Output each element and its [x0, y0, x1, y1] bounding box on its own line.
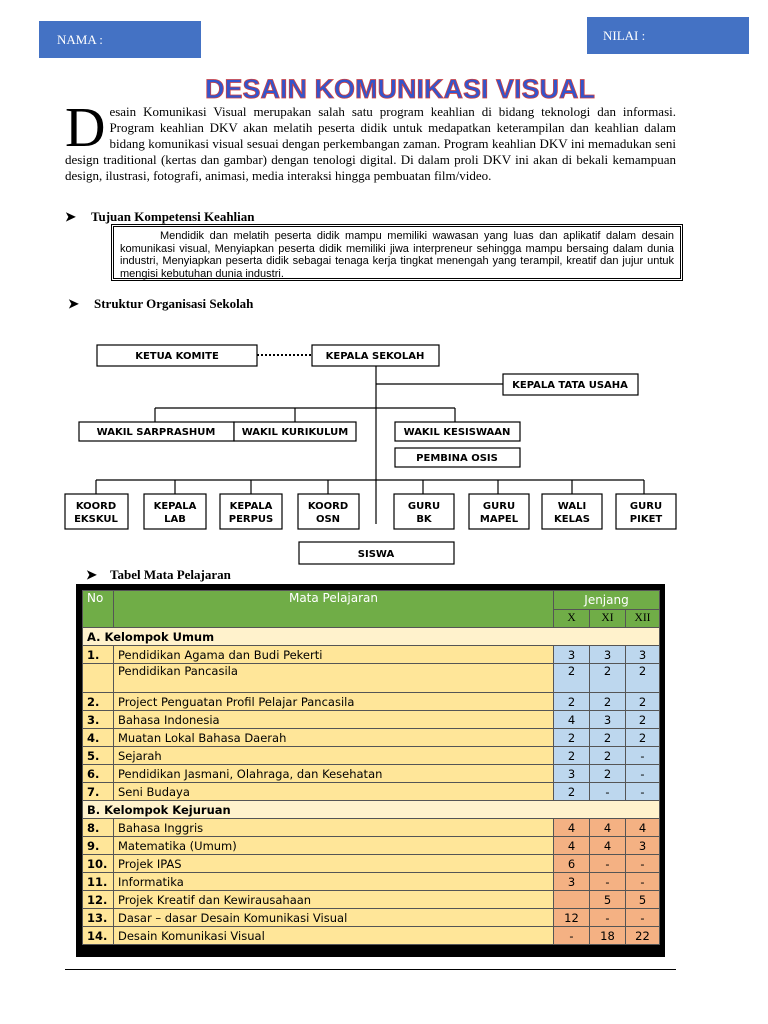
row-no: 13.	[83, 909, 114, 927]
col-xii: XII	[626, 609, 660, 628]
col-xi: XI	[590, 609, 626, 628]
org-guru-piket-1: GURU	[629, 501, 663, 512]
row-subject: Informatika	[114, 873, 554, 891]
arrow-bullet-icon: ➤	[86, 567, 97, 582]
row-xi: 2	[590, 729, 626, 747]
org-wakil-sarprashum: WAKIL SARPRASHUM	[96, 427, 216, 438]
nilai-field[interactable]	[587, 17, 749, 54]
row-no: 1.	[83, 646, 114, 664]
tabel-heading	[86, 567, 231, 583]
org-kepala-lab-2: LAB	[164, 514, 186, 525]
row-x: 4	[554, 837, 590, 855]
subject-table-frame	[76, 584, 665, 957]
org-chart	[60, 336, 680, 568]
row-subject: Project Penguatan Profil Pelajar Pancasila	[114, 693, 554, 711]
row-xi: 4	[590, 837, 626, 855]
row-subject: Projek IPAS	[114, 855, 554, 873]
row-xi: 3	[590, 646, 626, 664]
col-mapel: Mata Pelajaran	[114, 591, 554, 628]
row-xii: 3	[626, 837, 660, 855]
intro-text: esain Komunikasi Visual merupakan salah satu program keahlian di bidang teknologi dan informasi. Program keahlian DKV akan melatih peserta didik untuk medapatkan keterampilan dan keahlian dalam bidang komunikasi visual sesuai dengan perkembangan zaman. Program keahlian DKV ini memadukan seni design traditional (kertas dan gambar) dengan tenologi digital. Di dalam proli DKV ini akan di bekali kemampuan design, ilustrasi, fotografi, animasi, media interaksi hingga pembuatan film/video.	[65, 104, 676, 183]
row-xii: 3	[626, 646, 660, 664]
row-no: 8.	[83, 819, 114, 837]
row-no: 12.	[83, 891, 114, 909]
row-xii: -	[626, 873, 660, 891]
row-subject: Dasar – dasar Desain Komunikasi Visual	[114, 909, 554, 927]
intro-paragraph	[65, 97, 676, 184]
table-row	[83, 747, 660, 765]
row-subject: Sejarah	[114, 747, 554, 765]
table-row	[83, 693, 660, 711]
table-row	[83, 729, 660, 747]
row-subject: Bahasa Indonesia	[114, 711, 554, 729]
row-xii: -	[626, 765, 660, 783]
org-guru-piket-2: PIKET	[629, 514, 663, 525]
org-pembina-osis: PEMBINA OSIS	[416, 453, 498, 464]
org-siswa: SISWA	[357, 549, 395, 560]
row-x: -	[554, 927, 590, 945]
row-xi: -	[590, 783, 626, 801]
org-guru-bk-1: GURU	[407, 501, 441, 512]
tabel-heading-text: Tabel Mata Pelajaran	[110, 567, 231, 582]
row-subject: Pendidikan Agama dan Budi Pekerti	[114, 646, 554, 664]
row-xi: 18	[590, 927, 626, 945]
table-row	[83, 891, 660, 909]
row-no: 14.	[83, 927, 114, 945]
struktur-heading	[68, 296, 253, 312]
table-row	[83, 855, 660, 873]
row-xi: 2	[590, 747, 626, 765]
row-no: 7.	[83, 783, 114, 801]
row-xi: -	[590, 873, 626, 891]
row-xii: -	[626, 855, 660, 873]
tujuan-heading	[65, 209, 255, 225]
tujuan-box	[111, 224, 683, 281]
table-row	[83, 819, 660, 837]
row-subject: Pendidikan Pancasila	[114, 664, 554, 693]
table-row	[83, 711, 660, 729]
table-row	[83, 664, 660, 693]
row-xi: -	[590, 909, 626, 927]
row-no: 3.	[83, 711, 114, 729]
nilai-label: NILAI :	[603, 28, 646, 43]
org-kepala-perpus-2: PERPUS	[228, 514, 274, 525]
row-x: 12	[554, 909, 590, 927]
row-no: 5.	[83, 747, 114, 765]
row-xi: 2	[590, 765, 626, 783]
row-no: 2.	[83, 693, 114, 711]
row-x: 2	[554, 747, 590, 765]
struktur-heading-text: Struktur Organisasi Sekolah	[94, 296, 254, 311]
row-no: 10.	[83, 855, 114, 873]
group-b-label: B. Kelompok Kejuruan	[83, 801, 660, 819]
tujuan-text: Mendidik dan melatih peserta didik mampu memiliki wawasan yang luas dan aplikatif dalam desain komunikasi visual, Menyiapkan peserta didik memiliki jiwa interpreneur sehingga mampu bersaing dalam dunia industri, Menyiapkan peserta didik sebagai tenaga kerja tingkat menengah yang terampil, kreatif dan jujur untuk mengisi kebutuhan dunia industri.	[120, 230, 674, 280]
org-koord-ekskul-2: EKSKUL	[74, 514, 118, 525]
org-koord-osn-1: KOORD	[307, 501, 349, 512]
table-row	[83, 909, 660, 927]
row-subject: Projek Kreatif dan Kewirausahaan	[114, 891, 554, 909]
row-no: 6.	[83, 765, 114, 783]
org-koord-ekskul-1: KOORD	[75, 501, 117, 512]
row-no: 4.	[83, 729, 114, 747]
row-xii: 2	[626, 693, 660, 711]
org-kepala-tata-usaha: KEPALA TATA USAHA	[512, 380, 628, 391]
page-title	[204, 64, 596, 108]
row-xi: 2	[590, 693, 626, 711]
row-x	[554, 891, 590, 909]
row-x: 3	[554, 646, 590, 664]
row-xii: -	[626, 783, 660, 801]
table-row	[83, 765, 660, 783]
org-guru-mapel-1: GURU	[482, 501, 516, 512]
tujuan-heading-text: Tujuan Kompetensi Keahlian	[91, 209, 255, 224]
row-no: 9.	[83, 837, 114, 855]
org-wali-kelas-2: KELAS	[554, 514, 590, 525]
row-subject: Pendidikan Jasmani, Olahraga, dan Kesehatan	[114, 765, 554, 783]
row-x: 2	[554, 783, 590, 801]
org-koord-osn-2: OSN	[315, 514, 341, 525]
table-row	[83, 783, 660, 801]
row-xii: 4	[626, 819, 660, 837]
footer-divider	[65, 969, 676, 970]
row-subject: Muatan Lokal Bahasa Daerah	[114, 729, 554, 747]
row-xi: 4	[590, 819, 626, 837]
row-subject: Desain Komunikasi Visual	[114, 927, 554, 945]
row-no: 11.	[83, 873, 114, 891]
row-x: 4	[554, 711, 590, 729]
row-xii: 2	[626, 729, 660, 747]
dropcap: D	[65, 97, 106, 159]
col-no: No	[83, 591, 114, 628]
row-subject: Seni Budaya	[114, 783, 554, 801]
row-x: 2	[554, 664, 590, 693]
nama-field[interactable]	[39, 21, 201, 58]
row-xii: 2	[626, 711, 660, 729]
row-xi: -	[590, 855, 626, 873]
org-kepala-lab-1: KEPALA	[153, 501, 197, 512]
org-kepala-sekolah: KEPALA SEKOLAH	[325, 351, 425, 362]
table-row	[83, 927, 660, 945]
org-wali-kelas-1: WALI	[557, 501, 587, 512]
row-subject: Matematika (Umum)	[114, 837, 554, 855]
row-subject: Bahasa Inggris	[114, 819, 554, 837]
col-jenjang: Jenjang	[554, 591, 660, 610]
title-text: DESAIN KOMUNIKASI VISUAL	[204, 74, 596, 104]
arrow-bullet-icon: ➤	[68, 296, 79, 311]
row-xi: 3	[590, 711, 626, 729]
row-no	[83, 664, 114, 693]
row-x: 4	[554, 819, 590, 837]
col-x: X	[554, 609, 590, 628]
nama-label: NAMA :	[57, 32, 103, 47]
row-x: 3	[554, 873, 590, 891]
row-x: 2	[554, 693, 590, 711]
row-x: 2	[554, 729, 590, 747]
org-wakil-kesiswaan: WAKIL KESISWAAN	[403, 427, 511, 438]
org-wakil-kurikulum: WAKIL KURIKULUM	[241, 427, 349, 438]
row-x: 6	[554, 855, 590, 873]
row-xii: 2	[626, 664, 660, 693]
subject-table	[82, 590, 660, 945]
org-guru-mapel-2: MAPEL	[479, 514, 519, 525]
row-xii: -	[626, 747, 660, 765]
row-xi: 2	[590, 664, 626, 693]
org-ketua-komite: KETUA KOMITE	[135, 351, 219, 362]
table-row	[83, 646, 660, 664]
row-xii: 22	[626, 927, 660, 945]
row-xi: 5	[590, 891, 626, 909]
table-row	[83, 837, 660, 855]
group-a-label: A. Kelompok Umum	[83, 628, 660, 646]
org-guru-bk-2: BK	[416, 514, 432, 525]
arrow-bullet-icon: ➤	[65, 209, 76, 224]
row-x: 3	[554, 765, 590, 783]
row-xii: -	[626, 909, 660, 927]
table-row	[83, 873, 660, 891]
org-kepala-perpus-1: KEPALA	[229, 501, 273, 512]
row-xii: 5	[626, 891, 660, 909]
